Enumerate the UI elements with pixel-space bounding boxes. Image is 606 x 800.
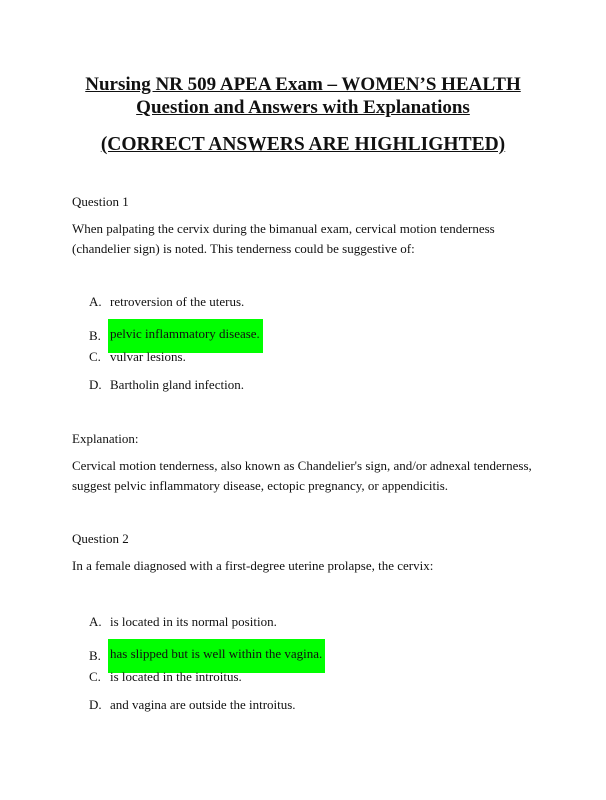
option-text: and vagina are outside the introitus.: [110, 697, 296, 712]
question-1-option-a: [72, 291, 246, 313]
option-letter: C.: [89, 349, 101, 364]
option-text: is located in its normal position.: [110, 614, 277, 629]
option-text: Bartholin gland infection.: [110, 377, 244, 392]
option-text: vulvar lesions.: [110, 349, 186, 364]
question-2-stem: In a female diagnosed with a first-degree uterine prolapse, the cervix:: [72, 558, 434, 573]
option-letter: D.: [89, 377, 102, 392]
correct-answer-highlight: pelvic inflammatory disease.: [108, 319, 263, 353]
question-1-stem: When palpating the cervix during the bimanual exam, cervical motion tenderness (chandelier sign) is noted. This tenderness could be suggestive of:: [72, 221, 495, 256]
option-letter: C.: [89, 669, 101, 684]
document-title-line-1: Nursing NR 509 APEA Exam – WOMEN’S HEALTH: [85, 74, 521, 95]
question-1-option-d: [72, 374, 246, 396]
question-2-option-a: [72, 611, 279, 633]
option-letter: B.: [89, 648, 101, 663]
option-letter: A.: [89, 614, 102, 629]
option-text: is located in the introitus.: [110, 669, 242, 684]
option-letter: D.: [89, 697, 102, 712]
question-1-label: Question 1: [72, 194, 129, 209]
option-letter: A.: [89, 294, 102, 309]
question-1-option-c: [72, 346, 188, 368]
question-2-label: Question 2: [72, 531, 129, 546]
document-title-line-2: Question and Answers with Explanations: [136, 97, 470, 118]
option-letter: B.: [89, 328, 101, 343]
correct-answer-highlight: has slipped but is well within the vagina.: [108, 639, 325, 673]
question-2-option-d: [72, 694, 298, 716]
question-2-option-c: [72, 666, 244, 688]
document-subtitle: (CORRECT ANSWERS ARE HIGHLIGHTED): [100, 134, 506, 155]
option-text: retroversion of the uterus.: [110, 294, 245, 309]
explanation-label: Explanation:: [72, 431, 139, 446]
explanation-text: Cervical motion tenderness, also known as Chandelier's sign, and/or adnexal tenderness, suggest pelvic inflammatory disease, ectopic pregnancy, or appendicitis.: [72, 458, 532, 493]
